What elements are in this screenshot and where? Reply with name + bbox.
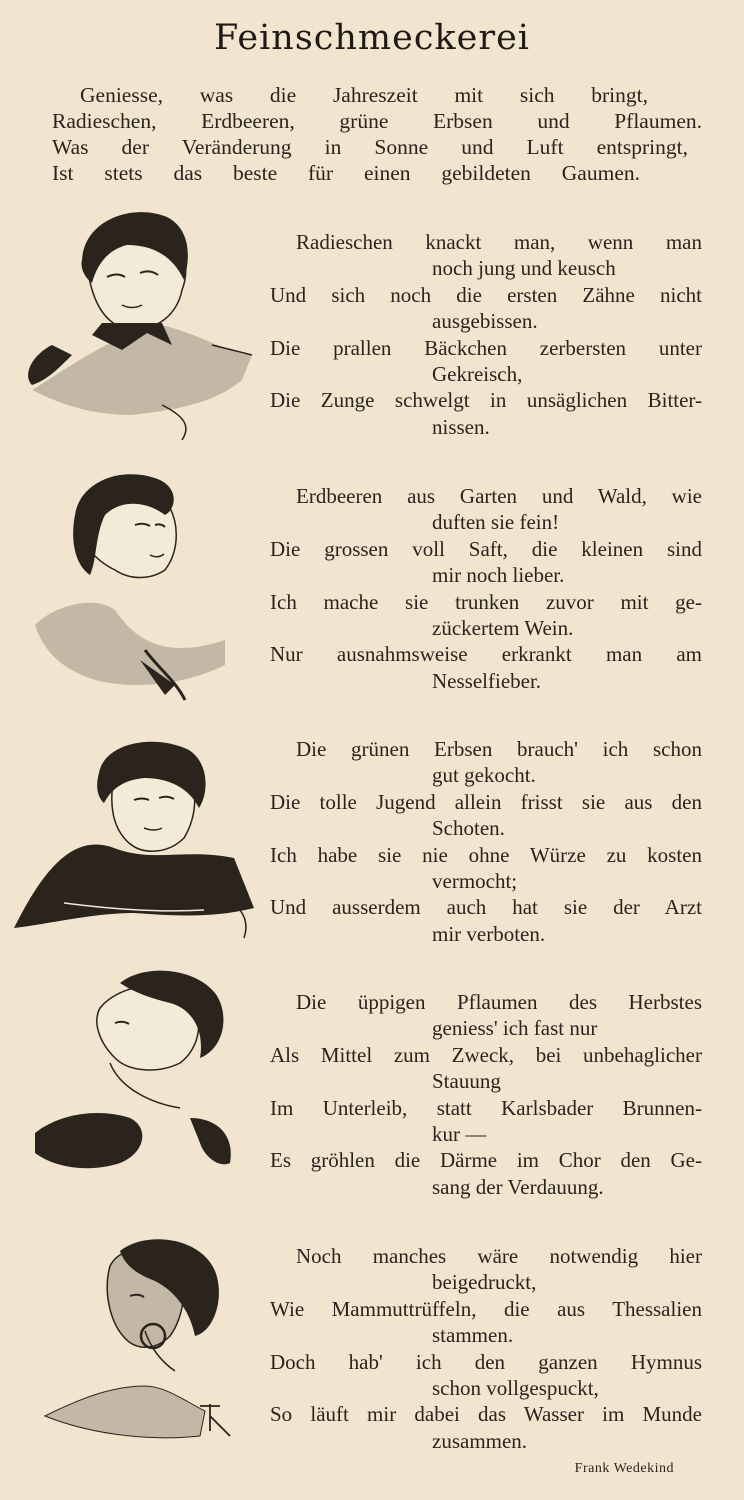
verse-line: Und sich noch die ersten Zähne nicht <box>270 282 702 307</box>
verse-line: Ich mache sie trunken zuvor mit ge- <box>270 589 702 614</box>
verse-line: Doch hab' ich den ganzen Hymnus <box>270 1349 702 1374</box>
portrait-illustration-5 <box>25 1236 255 1451</box>
intro-line: Was der Veränderung in Sonne und Luft entspringt, <box>52 135 688 159</box>
verse-line: Ich habe sie nie ohne Würze zu kosten <box>270 842 702 867</box>
verse-line: noch jung und keusch <box>432 256 616 281</box>
verse-line: Nesselfieber. <box>432 668 542 693</box>
verse-line: kur — <box>432 1121 487 1146</box>
portrait-illustration-2 <box>25 470 245 710</box>
verse-line: Die tolle Jugend allein frisst sie aus den <box>270 789 702 814</box>
verse-line: duften sie fein! <box>432 510 560 535</box>
verse-line: Radieschen knackt man, wenn man <box>296 230 702 254</box>
verse-line: stammen. <box>432 1323 514 1348</box>
stanza-schluss <box>270 1243 702 1454</box>
verse-line: ausgebissen. <box>432 309 538 334</box>
verse-line: Als Mittel zum Zweck, bei unbehaglicher <box>270 1042 702 1067</box>
verse-line: zückertem Wein. <box>432 615 574 640</box>
verse-line: Stauung <box>432 1069 501 1094</box>
intro-stanza <box>52 82 702 186</box>
verse-line: Und ausserdem auch hat sie der Arzt <box>270 895 702 920</box>
portrait-illustration-3 <box>4 738 264 953</box>
verse-line: Die grünen Erbsen brauch' ich schon <box>296 737 702 761</box>
verse-line: So läuft mir dabei das Wasser im Munde <box>270 1402 702 1427</box>
portrait-illustration-1 <box>12 205 262 445</box>
verse-line: Im Unterleib, statt Karlsbader Brunnen- <box>270 1095 702 1120</box>
verse-line: Die üppigen Pflaumen des Herbstes <box>296 990 702 1014</box>
verse-line: vermocht; <box>432 868 518 893</box>
stanza-erdbeeren <box>270 483 702 694</box>
intro-line: Ist stets das beste für einen gebildeten Gaumen. <box>52 161 640 185</box>
verse-line: Nur ausnahmsweise erkrankt man am <box>270 642 702 667</box>
verse-line: Die grossen voll Saft, die kleinen sind <box>270 536 702 561</box>
stanza-pflaumen <box>270 989 702 1200</box>
verse-line: mir verboten. <box>432 921 546 946</box>
intro-line: Geniesse, was die Jahreszeit mit sich bringt, <box>80 83 648 107</box>
verse-line: Die prallen Bäckchen zerbersten unter <box>270 335 702 360</box>
author-signature: Frank Wedekind <box>574 1461 674 1476</box>
verse-line: Erdbeeren aus Garten und Wald, wie <box>296 484 702 508</box>
verse-line: sang der Verdauung. <box>432 1174 604 1199</box>
stanza-radieschen <box>270 229 702 440</box>
verse-line: beigedruckt, <box>432 1270 537 1295</box>
poem-title: Feinschmeckerei <box>214 18 530 58</box>
verse-line: schon vollgespuckt, <box>432 1375 599 1400</box>
verse-line: Schoten. <box>432 816 505 841</box>
verse-line: gut gekocht. <box>432 763 536 788</box>
verse-line: Wie Mammuttrüffeln, die aus Thessalien <box>270 1296 702 1321</box>
verse-line: zusammen. <box>432 1428 528 1453</box>
verse-line: Die Zunge schwelgt in unsäglichen Bitter- <box>270 388 702 413</box>
verse-line: nissen. <box>432 414 490 439</box>
verse-line: Es gröhlen die Därme im Chor den Ge- <box>270 1148 702 1173</box>
portrait-illustration-4 <box>30 968 250 1208</box>
intro-line: Radieschen, Erdbeeren, grüne Erbsen und Pflaumen. <box>52 109 702 133</box>
verse-line: mir noch lieber. <box>432 563 565 588</box>
verse-line: Gekreisch, <box>432 361 523 386</box>
verse-line: Noch manches wäre notwendig hier <box>296 1244 702 1268</box>
verse-line: geniess' ich fast nur <box>432 1016 598 1041</box>
stanza-erbsen <box>270 736 702 947</box>
